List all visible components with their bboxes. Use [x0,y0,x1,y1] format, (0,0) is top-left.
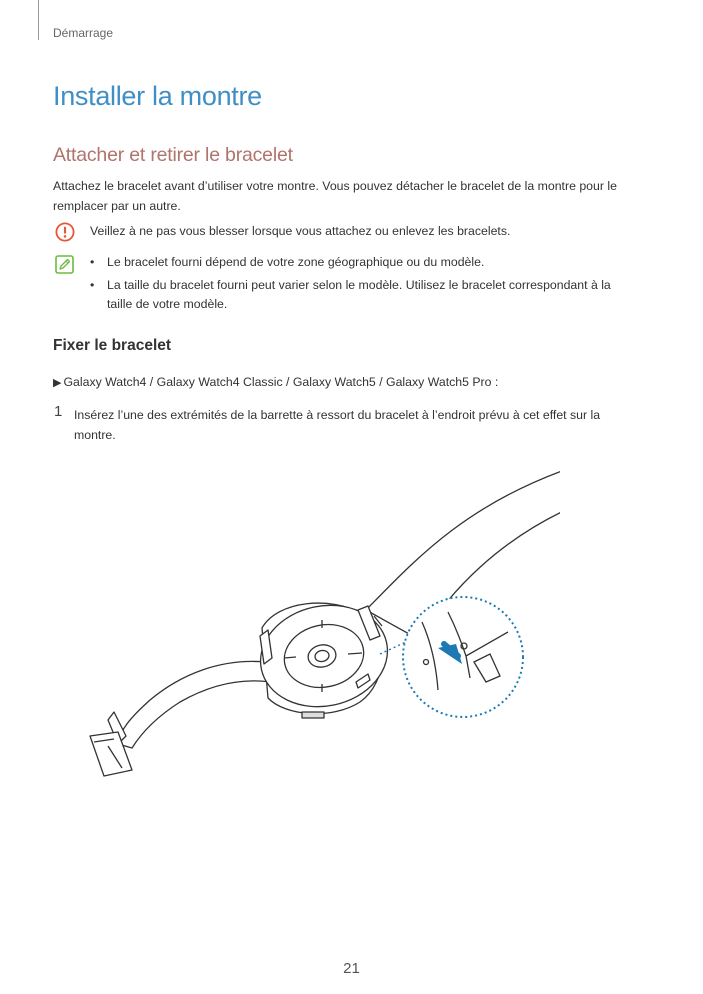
caution-icon [55,222,75,242]
note-list [90,253,635,318]
model-list: Galaxy Watch4 / Galaxy Watch4 Classic / Galaxy Watch5 / Galaxy Watch5 Pro : [63,375,499,389]
intro-paragraph: Attachez le bracelet avant d’utiliser votre montre. Vous pouvez détacher le bracelet de la montre pour le remplacer par un autre. [53,179,617,213]
warning-text: Veillez à ne pas vous blesser lorsque vous attachez ou enlevez les bracelets. [90,224,511,238]
play-triangle-icon: ▶ [53,377,62,389]
step-text: Insérez l’une des extrémités de la barrette à ressort du bracelet à l’endroit prévu à cet effet sur la montre. [74,408,601,442]
step-number: 1 [54,403,63,420]
watch-strap-illustration [70,450,560,790]
note-pencil-icon [55,255,74,274]
note-item: • La taille du bracelet fourni peut varier selon le modèle. Utilisez le bracelet correspondant à la taille de votre modèle. [90,276,635,315]
page-title: Installer la montre [53,81,262,111]
page-number: 21 [343,960,360,977]
note-item: • Le bracelet fourni dépend de votre zone géographique ou du modèle. [90,253,635,273]
model-line [53,375,498,389]
fix-section-title: Fixer le bracelet [53,337,172,354]
header-rule [38,0,39,40]
section-label: Démarrage [53,26,114,40]
subsection-title: Attacher et retirer le bracelet [53,144,293,166]
